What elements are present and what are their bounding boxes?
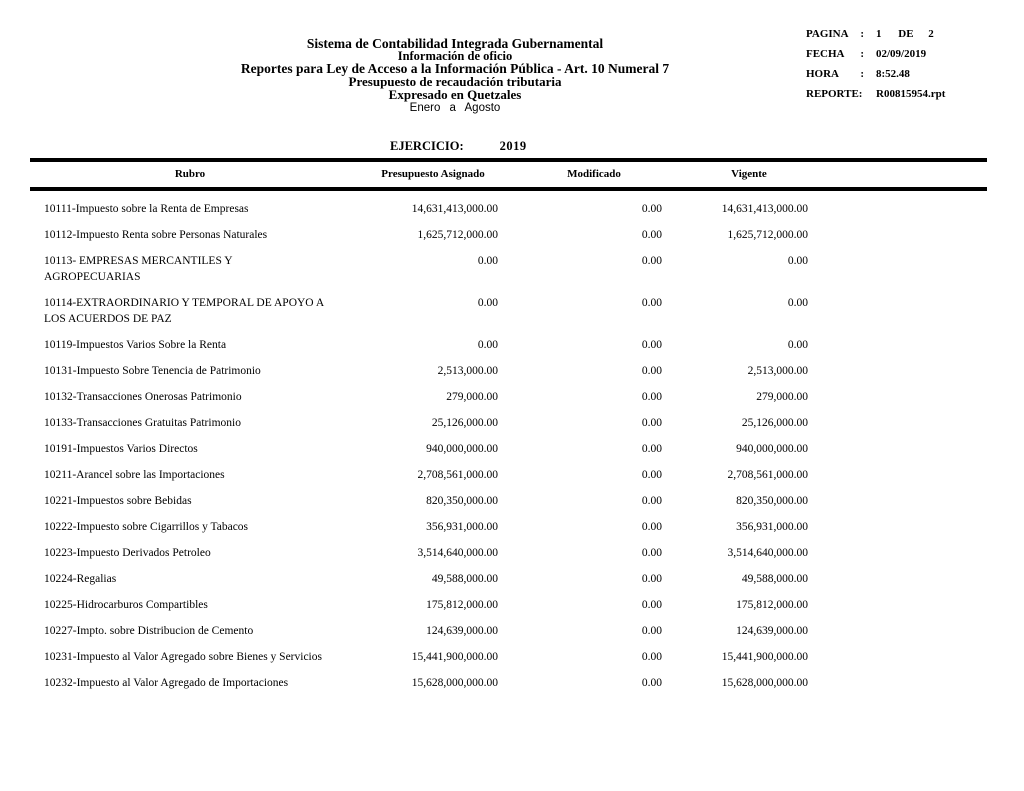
filler-cell (808, 384, 987, 410)
pagina-value (876, 29, 934, 40)
table-row (30, 248, 987, 290)
filler-cell (808, 410, 987, 436)
vigente-cell: 124,639,000.00 (736, 625, 808, 637)
vigente-cell: 49,588,000.00 (741, 573, 808, 585)
rubro-cell: 10131-Impuesto Sobre Tenencia de Patrimonio (44, 365, 261, 377)
filler-cell (808, 436, 987, 462)
modificado-cell: 0.00 (641, 677, 662, 689)
reporte-value: R00815954.rpt (876, 88, 946, 100)
ejercicio-value: 2019 (499, 139, 527, 153)
rubro-cell: 10224-Regalias (44, 573, 117, 585)
asignado-cell: 0.00 (477, 255, 498, 267)
rubro-cell: 10231-Impuesto al Valor Agregado sobre Bienes y Servicios (44, 651, 322, 663)
table-row (30, 290, 987, 332)
filler-cell (808, 618, 987, 644)
report-period: Enero a Agosto (409, 102, 501, 114)
table-row (30, 514, 987, 540)
filler-cell (808, 644, 987, 670)
asignado-cell: 0.00 (477, 339, 498, 351)
filler-cell (808, 514, 987, 540)
table-row (30, 488, 987, 514)
table-header (30, 162, 987, 187)
report-title-line-5: Expresado en Quetzales (388, 87, 522, 102)
filler-cell (808, 222, 987, 248)
table-row (30, 436, 987, 462)
modificado-cell: 0.00 (641, 547, 662, 559)
filler-cell (808, 290, 987, 332)
asignado-cell: 15,441,900,000.00 (411, 651, 498, 663)
vigente-cell: 279,000.00 (756, 391, 808, 403)
vigente-cell: 1,625,712,000.00 (727, 229, 808, 241)
hora-label-text: HORA (806, 68, 839, 80)
fecha-colon: : (860, 48, 864, 60)
vigente-cell: 0.00 (787, 339, 808, 351)
table-header-row (30, 162, 987, 187)
vigente-cell: 0.00 (787, 297, 808, 309)
report-title-line-4: Presupuesto de recaudación tributaria (348, 74, 562, 89)
table-header-bottom-rule (30, 187, 987, 191)
rubro-cell: 10211-Arancel sobre las Importaciones (44, 469, 225, 481)
report-title-block (55, 37, 855, 115)
meta-row-hora (806, 69, 1016, 80)
modificado-cell: 0.00 (641, 495, 662, 507)
vigente-cell: 2,708,561,000.00 (727, 469, 808, 481)
pagina-label-text: PAGINA (806, 28, 849, 40)
filler-cell (808, 462, 987, 488)
hora-value: 8:52.48 (876, 68, 910, 80)
rubro-cell: 10111-Impuesto sobre la Renta de Empresas (44, 203, 249, 215)
filler-cell (808, 488, 987, 514)
rubro-cell: 10113- EMPRESAS MERCANTILES Y AGROPECUARIAS (44, 255, 233, 283)
table-row (30, 222, 987, 248)
rubro-cell: 10221-Impuestos sobre Bebidas (44, 495, 192, 507)
asignado-cell: 356,931,000.00 (426, 521, 498, 533)
hora-colon: : (860, 68, 864, 80)
rubro-cell: 10227-Impto. sobre Distribucion de Cemento (44, 625, 254, 637)
column-header-filler (808, 162, 987, 187)
vigente-cell: 15,441,900,000.00 (721, 651, 808, 663)
pagina-label (806, 29, 864, 40)
vigente-cell: 940,000,000.00 (736, 443, 808, 455)
vigente-cell: 820,350,000.00 (736, 495, 808, 507)
report-title-line-1: Sistema de Contabilidad Integrada Gubernamental (306, 36, 604, 51)
asignado-cell: 124,639,000.00 (426, 625, 498, 637)
table-row (30, 332, 987, 358)
table-body-table (30, 196, 987, 696)
rubro-cell: 10223-Impuesto Derivados Petroleo (44, 547, 211, 559)
reporte-label (806, 89, 864, 100)
table-body (30, 196, 987, 696)
vigente-cell: 2,513,000.00 (747, 365, 808, 377)
modificado-cell: 0.00 (641, 443, 662, 455)
vigente-cell: 356,931,000.00 (736, 521, 808, 533)
vigente-cell: 15,628,000,000.00 (721, 677, 808, 689)
ejercicio-label: EJERCICIO: (390, 139, 464, 153)
vigente-cell: 25,126,000.00 (741, 417, 808, 429)
asignado-cell: 15,628,000,000.00 (411, 677, 498, 689)
asignado-cell: 1,625,712,000.00 (417, 229, 498, 241)
filler-cell (808, 332, 987, 358)
asignado-cell: 14,631,413,000.00 (411, 203, 498, 215)
table-row (30, 670, 987, 696)
rubro-cell: 10222-Impuesto sobre Cigarrillos y Tabacos (44, 521, 249, 533)
fecha-label (806, 49, 864, 60)
pagina-total-number: 2 (928, 28, 934, 40)
table-row (30, 410, 987, 436)
modificado-cell: 0.00 (641, 651, 662, 663)
table-row (30, 566, 987, 592)
rubro-cell: 10133-Transacciones Gratuitas Patrimonio (44, 417, 241, 429)
table-row (30, 644, 987, 670)
asignado-cell: 940,000,000.00 (426, 443, 498, 455)
column-header-vigente: Vigente (731, 168, 767, 180)
filler-cell (808, 248, 987, 290)
asignado-cell: 820,350,000.00 (426, 495, 498, 507)
modificado-cell: 0.00 (641, 255, 662, 267)
vigente-cell: 3,514,640,000.00 (727, 547, 808, 559)
fecha-label-text: FECHA (806, 48, 845, 60)
modificado-cell: 0.00 (641, 573, 662, 585)
table-row (30, 196, 987, 222)
filler-cell (808, 566, 987, 592)
asignado-cell: 25,126,000.00 (431, 417, 498, 429)
asignado-cell: 2,708,561,000.00 (417, 469, 498, 481)
rubro-cell: 10132-Transacciones Onerosas Patrimonio (44, 391, 242, 403)
pagina-colon: : (860, 28, 864, 40)
modificado-cell: 0.00 (641, 599, 662, 611)
meta-row-fecha (806, 49, 1016, 60)
filler-cell (808, 540, 987, 566)
filler-cell (808, 592, 987, 618)
table-row (30, 358, 987, 384)
modificado-cell: 0.00 (641, 521, 662, 533)
reporte-label-text: REPORTE: (806, 88, 863, 100)
vigente-cell: 175,812,000.00 (736, 599, 808, 611)
report-title-line-2: Información de oficio (397, 49, 513, 63)
rubro-cell: 10114-EXTRAORDINARIO Y TEMPORAL DE APOYO A LOS ACUERDOS DE PAZ (44, 297, 324, 325)
pagina-number: 1 (876, 28, 882, 40)
modificado-cell: 0.00 (641, 391, 662, 403)
vigente-cell: 14,631,413,000.00 (721, 203, 808, 215)
page-meta-block (806, 29, 1016, 109)
pagina-de-label: DE (898, 28, 914, 40)
modificado-cell: 0.00 (641, 365, 662, 377)
column-header-rubro: Rubro (174, 168, 206, 180)
table-row (30, 384, 987, 410)
modificado-cell: 0.00 (641, 203, 662, 215)
meta-row-reporte (806, 89, 1016, 100)
modificado-cell: 0.00 (641, 339, 662, 351)
hora-label (806, 69, 864, 80)
filler-cell (808, 670, 987, 696)
ejercicio-line (390, 139, 527, 154)
rubro-cell: 10112-Impuesto Renta sobre Personas Naturales (44, 229, 268, 241)
modificado-cell: 0.00 (641, 417, 662, 429)
meta-row-pagina (806, 29, 1016, 40)
filler-cell (808, 358, 987, 384)
rubro-cell: 10232-Impuesto al Valor Agregado de Importaciones (44, 677, 289, 689)
filler-cell (808, 196, 987, 222)
modificado-cell: 0.00 (641, 625, 662, 637)
asignado-cell: 175,812,000.00 (426, 599, 498, 611)
column-header-modificado: Modificado (567, 168, 621, 180)
asignado-cell: 49,588,000.00 (431, 573, 498, 585)
rubro-cell: 10225-Hidrocarburos Compartibles (44, 599, 208, 611)
table-row (30, 592, 987, 618)
vigente-cell: 0.00 (787, 255, 808, 267)
asignado-cell: 2,513,000.00 (437, 365, 498, 377)
table-row (30, 618, 987, 644)
table-row (30, 462, 987, 488)
budget-table (30, 158, 987, 696)
modificado-cell: 0.00 (641, 229, 662, 241)
column-header-presupuesto-asignado: Presupuesto Asignado (381, 168, 485, 180)
modificado-cell: 0.00 (641, 469, 662, 481)
report-title-line-3: Reportes para Ley de Acceso a la Información Pública - Art. 10 Numeral 7 (240, 61, 670, 76)
fecha-value: 02/09/2019 (876, 48, 927, 60)
asignado-cell: 279,000.00 (446, 391, 498, 403)
asignado-cell: 0.00 (477, 297, 498, 309)
table-row (30, 540, 987, 566)
modificado-cell: 0.00 (641, 297, 662, 309)
rubro-cell: 10119-Impuestos Varios Sobre la Renta (44, 339, 227, 351)
asignado-cell: 3,514,640,000.00 (417, 547, 498, 559)
rubro-cell: 10191-Impuestos Varios Directos (44, 443, 198, 455)
